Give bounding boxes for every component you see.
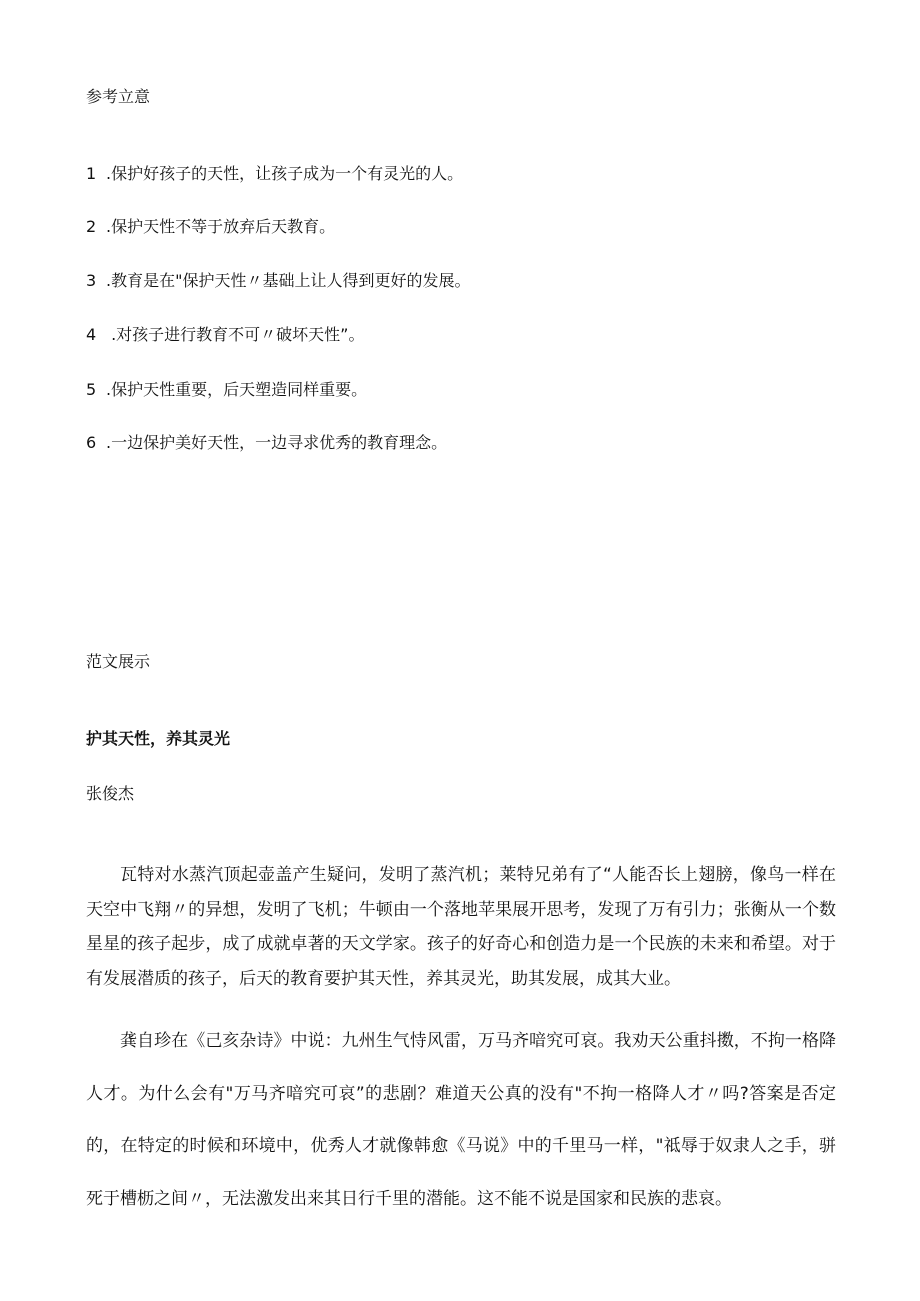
list-item-text: .保护天性不等于放弃后天教育。 (106, 217, 336, 236)
list-item-number: 2 (86, 217, 97, 236)
list-item-number: 5 (86, 380, 97, 399)
list-item (86, 325, 364, 345)
list-item (86, 164, 463, 184)
list-item (86, 380, 367, 400)
section-heading-reference-ideas: 参考立意 (86, 87, 151, 106)
list-item-text: .保护天性重要，后天塑造同样重要。 (106, 380, 368, 399)
list-item-number: 3 (86, 271, 97, 290)
list-item-number: 6 (86, 433, 97, 452)
list-item-text: .保护好孩子的天性，让孩子成为一个有灵光的人。 (106, 164, 464, 183)
list-item-text: .一边保护美好天性，一边寻求优秀的教育理念。 (106, 433, 448, 452)
essay-author: 张俊杰 (86, 784, 135, 803)
essay-paragraph: 瓦特对水蒸汽顶起壶盖产生疑问，发明了蒸汽机；莱特兄弟有了“人能否长上翅膀，像鸟一样在天空中飞翔〃的异想，发明了飞机；牛顿由一个落地苹果展开思考，发现了万有引力；张衡从一个数星星的孩子起步，成了成就卓著的天文学家。孩子的好奇心和创造力是一个民族的未来和希望。对于有发展潜质的孩子，后天的教育要护其天性，养其灵光，助其发展，成其大业。 (86, 865, 836, 989)
section-heading-sample-essay: 范文展示 (86, 652, 151, 671)
list-item-number: 1 (86, 164, 97, 183)
list-item-text: .对孩子进行教育不可〃破坏天性”。 (106, 325, 365, 344)
essay-paragraph: 龚自珍在《己亥杂诗》中说：九州生气恃风雷，万马齐喑究可哀。我劝天公重抖擞，不拘一格降人才。为什么会有"万马齐喑究可哀”的悲剧？难道天公真的没有"不拘一格降人才〃吗?答案是否定的，在特定的时候和环境中，优秀人才就像韩愈《马说》中的千里马一样，"祗辱于奴隶人之手，骈死于槽枥之间〃，无法激发出来其日行千里的潜能。这不能不说是国家和民族的悲哀。 (86, 1031, 836, 1209)
list-item (86, 271, 470, 291)
list-item (86, 217, 335, 237)
list-item-number: 4 (86, 325, 97, 344)
list-item (86, 433, 447, 453)
list-item-text: .教育是在"保护天性〃基础上让人得到更好的发展。 (106, 271, 471, 290)
essay-title: 护其天性，养其灵光 (86, 729, 231, 748)
